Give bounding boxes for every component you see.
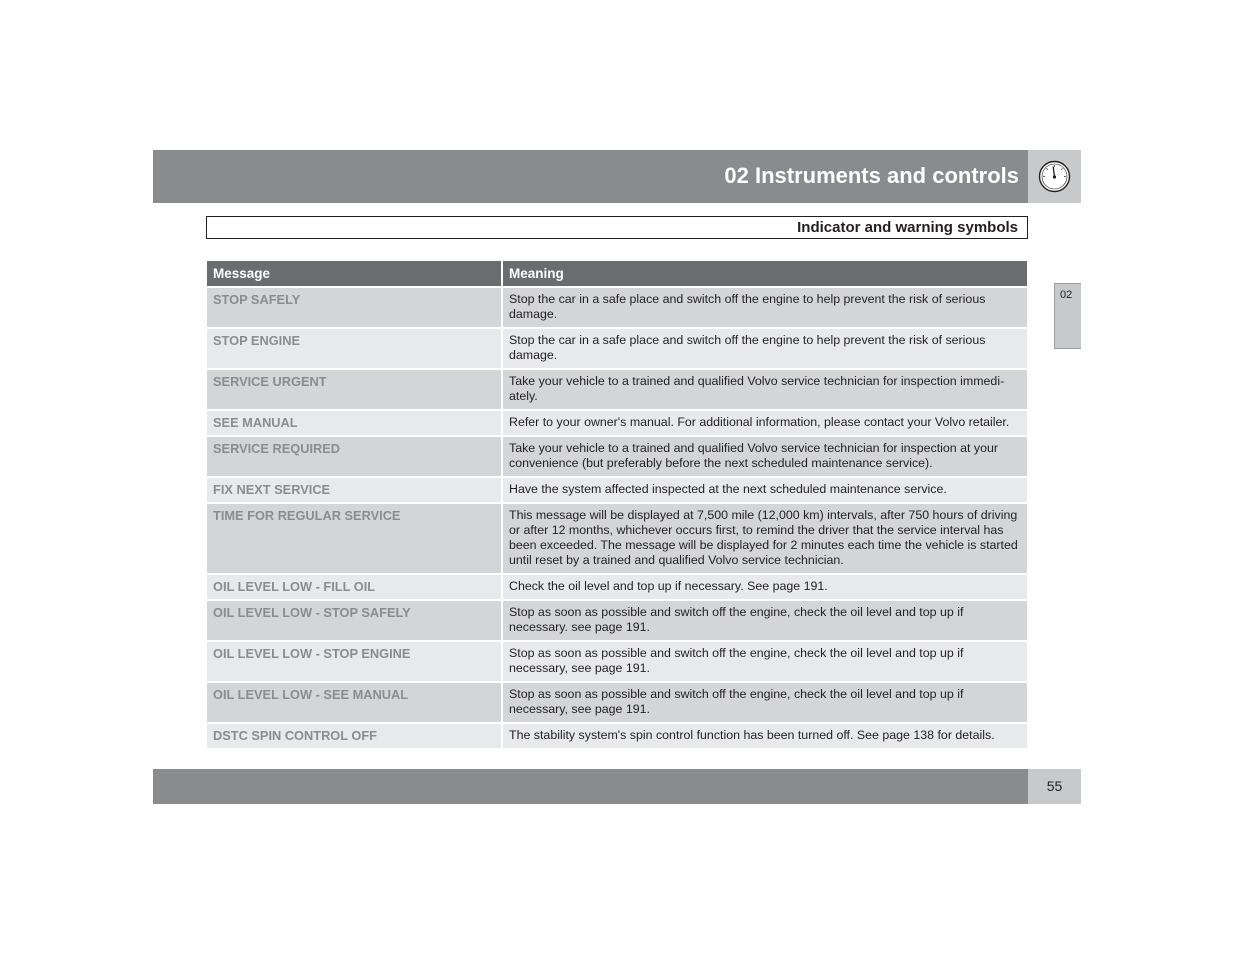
table-cell-meaning: Take your vehicle to a trained and qualified Volvo service technician for inspection immedi-ately.	[503, 370, 1027, 409]
table-cell-meaning: The stability system's spin control function has been turned off. See page 138 for details.	[503, 724, 1027, 748]
table-cell-meaning: Have the system affected inspected at the next scheduled maintenance service.	[503, 478, 1027, 502]
table-cell-message: STOP SAFELY	[207, 288, 501, 327]
chapter-side-tab[interactable]	[1054, 283, 1081, 349]
side-tab-label: 02	[1060, 289, 1073, 301]
chapter-icon-box	[1028, 150, 1081, 203]
table-cell-message: TIME FOR REGULAR SERVICE	[207, 504, 501, 573]
page-number: 55	[1046, 778, 1063, 794]
page-number-box	[1028, 769, 1081, 804]
table-cell-message: SERVICE URGENT	[207, 370, 501, 409]
table-cell-message: DSTC SPIN CONTROL OFF	[207, 724, 501, 748]
table-cell-meaning: This message will be displayed at 7,500 mile (12,000 km) intervals, after 750 hours of driving or after 12 months, whichever occurs first, to remind the driver that the service interval has been exceeded. The message will be displayed for 2 minutes each time the vehicle is started until reset by a trained and qualified Volvo service technician.	[503, 504, 1027, 573]
table-cell-message: SERVICE REQUIRED	[207, 437, 501, 476]
footer-bar	[153, 769, 1028, 804]
table-cell-meaning: Check the oil level and top up if necessary. See page 191.	[503, 575, 1027, 599]
section-title: Indicator and warning symbols	[797, 219, 1018, 236]
table-cell-message: STOP ENGINE	[207, 329, 501, 368]
section-heading-box	[206, 216, 1028, 239]
table-cell-meaning: Stop as soon as possible and switch off the engine, check the oil level and top up if necessary, see page 191.	[503, 683, 1027, 722]
table-cell-message: OIL LEVEL LOW - STOP ENGINE	[207, 642, 501, 681]
table-cell-message: OIL LEVEL LOW - STOP SAFELY	[207, 601, 501, 640]
gauge-icon	[1038, 160, 1071, 193]
table-cell-meaning: Refer to your owner's manual. For additional information, please contact your Volvo retailer.	[503, 411, 1027, 435]
table-cell-message: OIL LEVEL LOW - FILL OIL	[207, 575, 501, 599]
table-cell-meaning: Take your vehicle to a trained and qualified Volvo service technician for inspection at your convenience (but preferably before the next scheduled maintenance service).	[503, 437, 1027, 476]
table-cell-meaning: Stop as soon as possible and switch off the engine, check the oil level and top up if necessary, see page 191.	[503, 642, 1027, 681]
table-cell-message: SEE MANUAL	[207, 411, 501, 435]
table-cell-meaning: Stop the car in a safe place and switch off the engine to help prevent the risk of serious damage.	[503, 288, 1027, 327]
chapter-title: 02 Instruments and controls	[724, 163, 1019, 188]
table-cell-meaning: Stop the car in a safe place and switch off the engine to help prevent the risk of serious damage.	[503, 329, 1027, 368]
column-header-message: Message	[207, 261, 501, 286]
table-cell-message: FIX NEXT SERVICE	[207, 478, 501, 502]
column-header-meaning: Meaning	[503, 261, 1027, 286]
chapter-header	[153, 150, 1028, 203]
table-cell-meaning: Stop as soon as possible and switch off the engine, check the oil level and top up if necessary. see page 191.	[503, 601, 1027, 640]
table-cell-message: OIL LEVEL LOW - SEE MANUAL	[207, 683, 501, 722]
message-table	[207, 261, 1027, 748]
